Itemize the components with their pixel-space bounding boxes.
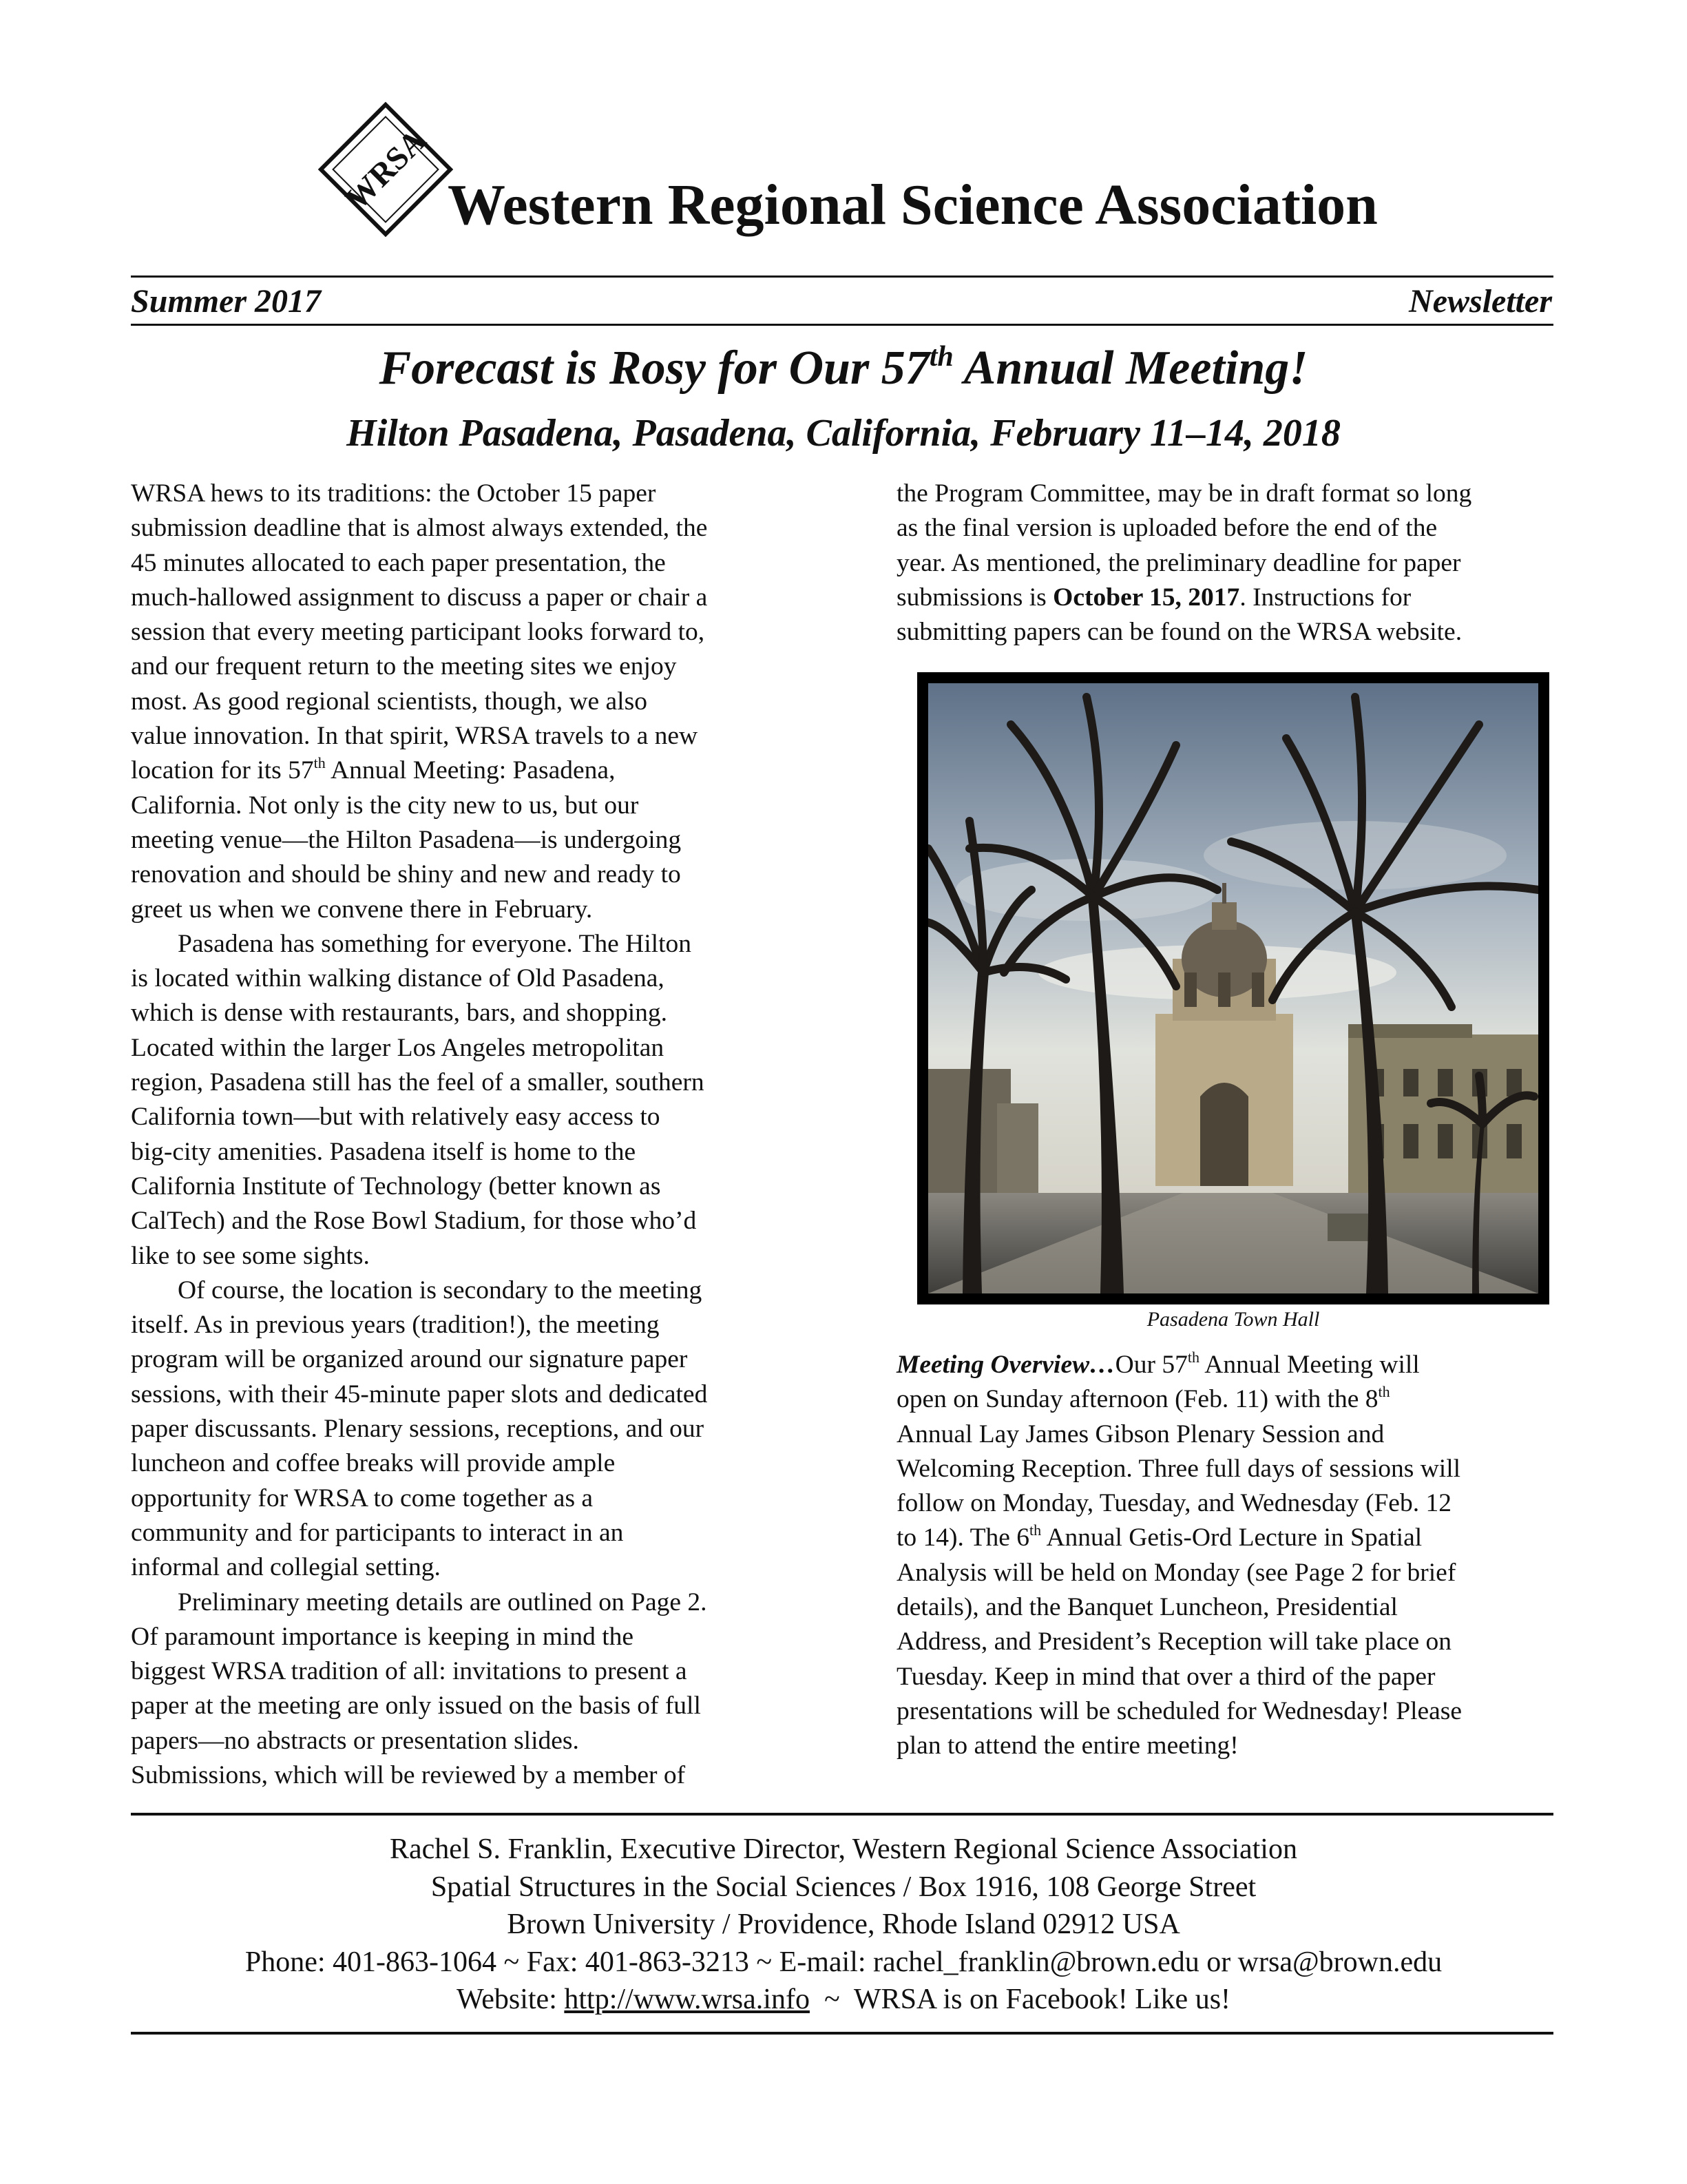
paragraph-3: Of course, the location is secondary to the meeting itself. As in previous years (tradition!), the meeting program will be organized around our signature paper sessions, with their 45-minute paper slots and dedicated paper discussants. Plenary sessions, receptions, and our luncheon and coffee breaks will provide ample opportunity for WRSA to come together as a community and for participants to interact in an informal and collegial setting. <box>131 1276 708 1582</box>
logo-text: WRSA <box>339 123 433 217</box>
paragraph-4: Preliminary meeting details are outlined on Page 2. Of paramount importance is keeping in mind the biggest WRSA tradition of all: invitations to present a paper at the meeting are only issued on the basis of full papers—no abstracts or presentation slides. Submissions, which will be reviewed by a member of <box>131 1588 707 1789</box>
meeting-overview <box>897 1348 1571 1764</box>
website-link[interactable]: http://www.wrsa.info <box>564 1984 810 2015</box>
org-name: Western Regional Science Association <box>448 173 1378 237</box>
footer-rule-bottom <box>131 2032 1553 2035</box>
subheader-rule <box>131 324 1553 326</box>
issue-type: Newsletter <box>1409 283 1552 320</box>
footer-director: Rachel S. Franklin, Executive Director, Western Regional Science Association <box>390 1833 1297 1865</box>
overview-paragraph: Meeting Overview…Our 57th Annual Meeting will open on Sunday afternoon (Feb. 11) with the 8th Annual Lay James Gibson Plenary Session and Welcoming Reception. Three full days of sessions will follow on Monday, Tuesday, and Wednesday (Feb. 12 to 14). The 6th Annual Getis-Ord Lecture in Spatial Analysis will be held on Monday (see Page 2 for brief details), and the Banquet Luncheon, Presidential Address, and President’s Reception will take place on Tuesday. Keep in mind that over a third of the paper presentations will be scheduled for Wednesday! Please plan to attend the entire meeting! <box>897 1349 1463 1760</box>
footer-contact-info: Phone: 401-863-1064 ~ Fax: 401-863-3213 ~ E-mail: rachel_franklin@brown.edu or wrsa@brown.edu <box>244 1946 1443 1978</box>
footer-address-1: Spatial Structures in the Social Sciences / Box 1916, 108 George Street <box>430 1871 1257 1903</box>
photo-frame <box>917 672 1549 1304</box>
pasadena-town-hall-photo <box>928 683 1538 1293</box>
wrsa-logo <box>318 102 453 237</box>
footer-contact <box>0 1831 1687 2019</box>
article-right-column-top <box>897 477 1571 649</box>
photo-caption: Pasadena Town Hall <box>1146 1308 1320 1331</box>
footer-rule-top <box>131 1813 1553 1816</box>
headline: Forecast is Rosy for Our 57th Annual Meeting! <box>379 341 1308 395</box>
footer-website: Website: http://www.wrsa.info ~ WRSA is on Facebook! Like us! <box>456 1984 1231 2015</box>
paragraph-1: WRSA hews to its traditions: the October 15 paper submission deadline that is almost always extended, the 45 minutes allocated to each paper presentation, the much-hallowed assignment to discuss a paper or chair a session that every meeting participant looks forward to, and our frequent return to the meeting sites we enjoy most. As good regional scientists, though, we also value innovation. In that spirit, WRSA travels to a new location for its 57th Annual Meeting: Pasadena, California. Not only is the city new to us, but our meeting venue—the Hilton Pasadena—is undergoing renovation and should be shiny and new and ready to greet us when we convene there in February. <box>131 479 708 924</box>
subheadline: Hilton Pasadena, Pasadena, California, February 11–14, 2018 <box>346 412 1341 455</box>
paragraph-continued: the Program Committee, may be in draft format so long as the final version is uploaded before the end of the year. As mentioned, the preliminary deadline for paper submissions is October 15, 2017. Instructions for submitting papers can be found on the WRSA website. <box>897 479 1472 647</box>
paragraph-2: Pasadena has something for everyone. The Hilton is located within walking distance of Old Pasadena, which is dense with restaurants, bars, and shopping. Located within the larger Los Angeles metropolitan region, Pasadena still has the feel of a smaller, southern California town—but with relatively easy access to big-city amenities. Pasadena itself is home to the California Institute of Technology (better known as CalTech) and the Rose Bowl Stadium, for those who’d like to see some sights. <box>131 929 704 1270</box>
deadline-date: October 15, 2017 <box>1053 583 1240 612</box>
header-rule <box>131 275 1553 278</box>
article-left-column <box>131 477 826 1793</box>
footer-address-2: Brown University / Providence, Rhode Island 02912 USA <box>507 1909 1180 1940</box>
issue-date: Summer 2017 <box>131 283 322 320</box>
overview-lead: Meeting Overview… <box>897 1351 1115 1379</box>
